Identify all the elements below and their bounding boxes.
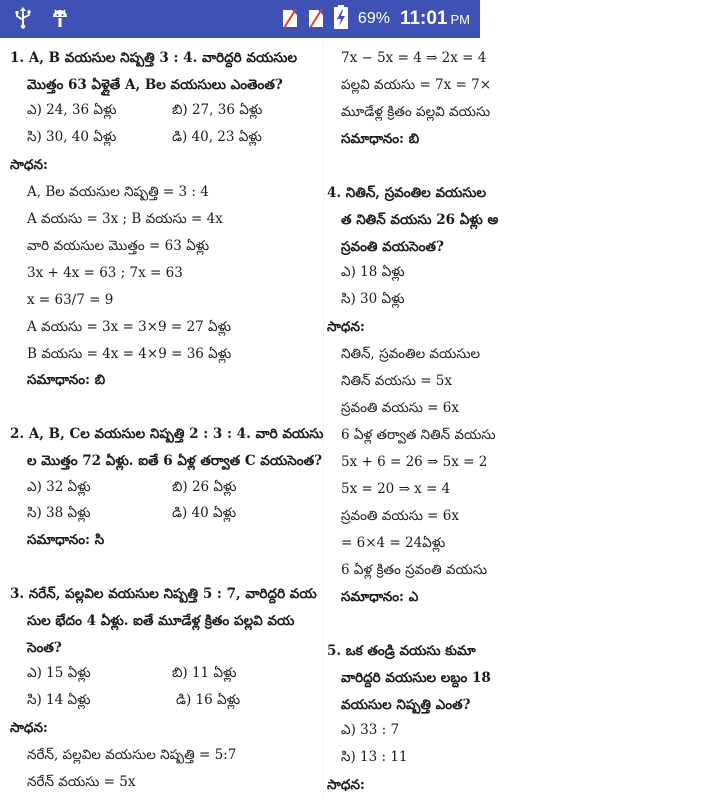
- q4-solution-label: సాధన:: [327, 319, 365, 335]
- question-4-line-1: 4. నితిన్, స్రవంతిల వయసుల: [327, 185, 487, 201]
- clock: 11:01 PM: [399, 8, 470, 29]
- status-bar: [0, 0, 480, 38]
- q4-step: 5x + 6 = 26 ⇒ 5x = 2: [341, 454, 488, 470]
- question-3-line-3: సెంత?: [27, 640, 62, 656]
- q1-option-b: బి) 27, 36 ఏళ్లు: [172, 102, 263, 118]
- q3-continued-step: మూడేళ్ల క్రితం పల్లవి వయసు: [341, 104, 491, 120]
- q4-step: స్రవంతి వయసు = 6x: [341, 400, 459, 416]
- q3-continued-step: పల్లవి వయసు = 7x = 7×: [341, 77, 492, 93]
- q1-option-c: సి) 30, 40 ఏళ్లు: [27, 129, 117, 145]
- question-5-line-1: 5. ఒక తండ్రి వయసు కుమా: [327, 643, 476, 659]
- q2-option-d: డి) 40 ఏళ్లు: [172, 505, 237, 521]
- column-divider: [323, 38, 324, 800]
- question-1-line-1: 1. A, B వయసుల నిష్పత్తి 3 : 4. వారిద్దరి వయసుల: [10, 50, 298, 66]
- q4-step: 6 ఏళ్ల క్రితం స్రవంతి వయసు: [341, 562, 488, 578]
- q3-continued-step: 7x − 5x = 4 ⇒ 2x = 4: [341, 50, 487, 66]
- question-2-line-1: 2. A, B, Cల వయసుల నిష్పత్తి 2 : 3 : 4. వారి వయసు: [10, 426, 324, 442]
- q5-solution-label: సాధన:: [327, 777, 365, 793]
- q3-step: నరేన్ వయసు = 5x: [27, 774, 136, 790]
- q3-option-b: బి) 11 ఏళ్లు: [172, 665, 237, 681]
- q3-option-a: ఎ) 15 ఏళ్లు: [27, 665, 91, 681]
- q4-step: నితిన్, స్రవంతిల వయసుల: [341, 346, 481, 362]
- q1-step: A, Bల వయసుల నిష్పత్తి = 3 : 4: [27, 184, 209, 200]
- q3-option-c: సి) 14 ఏళ్లు: [27, 692, 91, 708]
- q4-step: = 6×4 = 24ఏళ్లు: [341, 535, 446, 551]
- question-4-line-2: త నితిన్ వయసు 26 ఏళ్లు అ: [341, 212, 499, 228]
- q5-option-a: ఎ) 33 : 7: [341, 722, 400, 738]
- question-3-line-1: 3. నరేన్, పల్లవిల వయసుల నిష్పత్తి 5 : 7, వారిద్దరి వయ: [10, 586, 317, 602]
- q1-step: 3x + 4x = 63 ; 7x = 63: [27, 265, 183, 281]
- q4-step: నితిన్ వయసు = 5x: [341, 373, 453, 389]
- q1-step: A వయసు = 3x = 3×9 = 27 ఏళ్లు: [27, 319, 232, 335]
- android-icon: [50, 7, 70, 34]
- battery-charging-icon: [334, 5, 348, 34]
- q1-step: A వయసు = 3x ; B వయసు = 4x: [27, 211, 223, 227]
- q3-solution-label: సాధన:: [10, 720, 48, 736]
- q4-answer: సమాధానం: ఎ: [341, 589, 419, 605]
- q4-step: 5x = 20 ⇒ x = 4: [341, 481, 451, 497]
- q1-step: x = 63/7 = 9: [27, 292, 114, 308]
- q1-option-a: ఎ) 24, 36 ఏళ్లు: [27, 102, 117, 118]
- q5-option-c: సి) 13 : 11: [341, 749, 408, 765]
- q3-option-d: డి) 16 ఏళ్లు: [176, 692, 241, 708]
- battery-percent: 69%: [357, 10, 390, 27]
- q1-solution-label: సాధన:: [10, 157, 48, 173]
- q3-answer: సమాధానం: బి: [341, 131, 420, 147]
- q2-answer: సమాధానం: సి: [27, 532, 105, 548]
- question-5-line-3: వయసుల నిష్పత్తి ఎంత?: [341, 697, 471, 713]
- q3-step: నరేన్, పల్లవిల వయసుల నిష్పత్తి = 5:7: [27, 747, 237, 763]
- q1-option-d: డి) 40, 23 ఏళ్లు: [172, 129, 262, 145]
- question-2-line-2: ల మొత్తం 72 ఏళ్లు. ఐతే 6 ఏళ్ల తర్వాత C వయసెంత?: [27, 453, 322, 469]
- question-3-line-2: సుల భేదం 4 ఏళ్లు. ఐతే మూడేళ్ల క్రితం పల్లవి వయ: [27, 613, 295, 629]
- q1-step: వారి వయసుల మొత్తం = 63 ఏళ్లు: [27, 238, 210, 254]
- question-4-line-3: స్రవంతి వయసెంత?: [341, 239, 444, 255]
- q4-option-a: ఎ) 18 ఏళ్లు: [341, 264, 405, 280]
- q2-option-b: బి) 26 ఏళ్లు: [172, 479, 237, 495]
- article-content[interactable]: [0, 38, 499, 800]
- no-sim-icon: [282, 6, 298, 33]
- no-sim-icon: [308, 6, 324, 33]
- q2-option-c: సి) 38 ఏళ్లు: [27, 505, 91, 521]
- q2-option-a: ఎ) 32 ఏళ్లు: [27, 479, 91, 495]
- q1-answer: సమాధానం: బి: [27, 372, 106, 388]
- q4-step: స్రవంతి వయసు = 6x: [341, 508, 459, 524]
- q1-step: B వయసు = 4x = 4×9 = 36 ఏళ్లు: [27, 346, 232, 362]
- q4-option-c: సి) 30 ఏళ్లు: [341, 291, 405, 307]
- question-5-line-2: వారిద్దరి వయసుల లబ్దం 18: [341, 670, 491, 686]
- usb-icon: [14, 7, 32, 34]
- question-1-line-2: మొత్తం 63 ఏళ్లైతే A, Bల వయసులు ఎంతెంత?: [27, 77, 283, 93]
- q4-step: 6 ఏళ్ల తర్వాత నితిన్ వయసు: [341, 427, 496, 443]
